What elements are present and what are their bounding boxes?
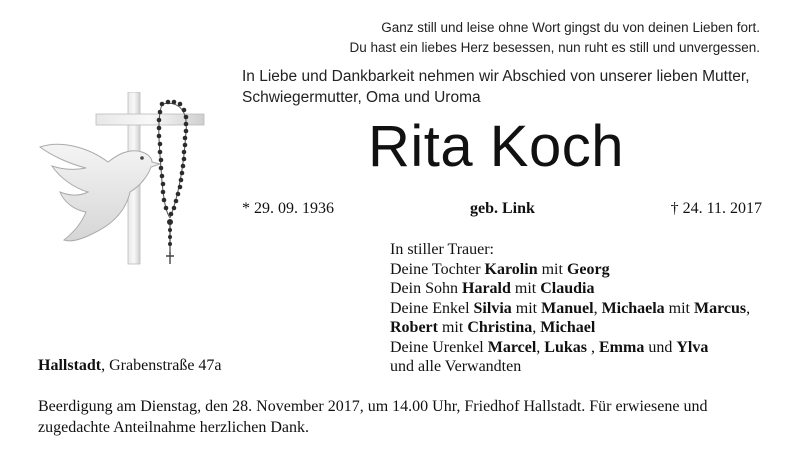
text: Deine Tochter — [390, 260, 485, 278]
name-marcus: Marcus — [694, 299, 747, 317]
cross-dove-rosary-image — [30, 92, 220, 272]
name-christina: Christina — [467, 319, 533, 336]
funeral-notice: Beerdigung am Dienstag, den 28. November 2017, um 14.00 Uhr, Friedhof Hallstadt. Für erwiesene und zugedachte Anteilnahme herzlichen Dank. — [38, 398, 708, 436]
dove-icon — [40, 144, 160, 240]
deceased-name: Rita Koch — [368, 114, 624, 179]
intro-line-1: In Liebe und Dankbarkeit nehmen wir Abschied von unserer lieben Mutter, — [242, 68, 750, 85]
intro-text — [242, 66, 750, 108]
text: , — [587, 338, 599, 356]
mourners-list — [390, 240, 750, 377]
name-michaela: Michaela — [601, 299, 665, 317]
name-emma: Emma — [599, 338, 645, 356]
text: , — [532, 319, 541, 336]
mourners-closing: und alle Verwandten — [390, 358, 522, 375]
maiden-name: geb. Link — [470, 200, 535, 217]
text: mit — [510, 280, 541, 297]
text: Deine Enkel — [390, 299, 474, 317]
name-marcel: Marcel — [487, 338, 537, 356]
mourner-line-great-grandchildren — [390, 338, 750, 358]
poem — [350, 18, 760, 58]
text: Dein Sohn — [390, 280, 462, 297]
name-ylva: Ylva — [676, 338, 709, 356]
poem-line-1: Ganz still und leise ohne Wort gingst du von deinen Lieben fort. — [381, 20, 760, 35]
address-town: Hallstadt — [38, 357, 102, 374]
mourner-line-grandchildren-2 — [390, 318, 750, 338]
text: mit — [511, 299, 542, 317]
text: , — [593, 299, 602, 317]
text: , — [746, 299, 751, 317]
name-claudia: Claudia — [540, 280, 595, 297]
name-silvia: Silvia — [473, 299, 512, 317]
name-michael: Michael — [540, 319, 596, 336]
name-robert: Robert — [390, 319, 438, 336]
name-karolin: Karolin — [484, 260, 538, 278]
birth-date: * 29. 09. 1936 — [242, 200, 334, 217]
name-georg: Georg — [566, 260, 610, 278]
address-street: , Grabenstraße 47a — [101, 357, 222, 374]
text: mit — [664, 299, 694, 317]
mourners-heading: In stiller Trauer: — [390, 241, 494, 258]
poem-line-2: Du hast ein liebes Herz besessen, nun ruht es still und unvergessen. — [349, 40, 760, 55]
name-manuel: Manuel — [541, 299, 594, 317]
death-date: † 24. 11. 2017 — [670, 200, 762, 217]
name-lukas: Lukas — [544, 338, 587, 356]
text: mit — [437, 319, 468, 336]
intro-line-2: Schwiegermutter, Oma und Uroma — [242, 89, 481, 106]
text: mit — [537, 260, 567, 278]
text: und — [644, 338, 677, 356]
mourner-line-daughter — [390, 260, 750, 280]
text: , — [536, 338, 545, 356]
address — [38, 357, 222, 375]
text: Deine Urenkel — [390, 338, 488, 356]
mourner-line-grandchildren — [390, 299, 750, 319]
mourner-line-son — [390, 279, 750, 299]
name-harald: Harald — [462, 280, 511, 297]
